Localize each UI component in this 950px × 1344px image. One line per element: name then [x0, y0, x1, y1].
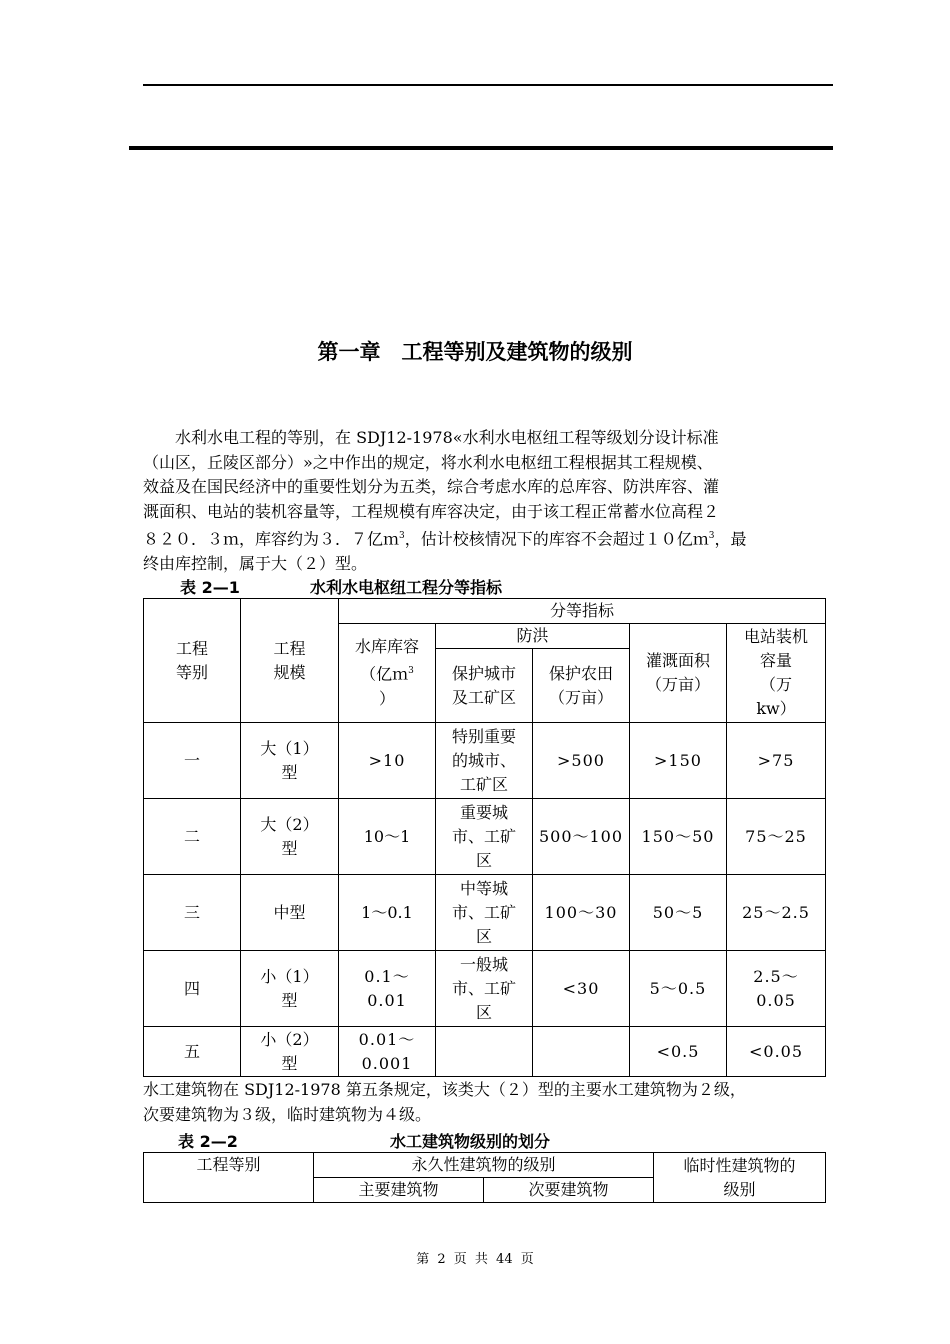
cell-storage: 0.01～ 0.001	[339, 1027, 436, 1077]
cell-irrigation: 5～0.5	[630, 951, 727, 1027]
t2-header-permanent: 永久性建筑物的级别	[314, 1153, 654, 1178]
header-indicators: 分等指标	[339, 599, 826, 624]
header-storage: 水库库容 （亿ｍ$^3$ ）	[339, 624, 436, 723]
cell-storage: 0.1～ 0.01	[339, 951, 436, 1027]
cell-storage: 1～0.1	[339, 875, 436, 951]
cell-power: 75～25	[727, 799, 826, 875]
cell-farm: 500～100	[533, 799, 630, 875]
chapter-title: 第一章 工程等别及建筑物的级别	[317, 340, 633, 364]
cell-scale: 大（1） 型	[241, 723, 339, 799]
paragraph-line: 水工建筑物在 SDJ12-1978 第五条规定，该类大（２）型的主要水工建筑物为２级，	[143, 1080, 746, 1099]
page-footer: 第 2 页 共 44 页	[416, 1252, 534, 1267]
paragraph-line: 水利水电工程的等别，在 SDJ12-1978«水利水电枢纽工程等级划分设计标准	[143, 428, 719, 447]
t2-header-secondary: 次要建筑物	[484, 1178, 654, 1203]
cell-power: >75	[727, 723, 826, 799]
header-flood-city: 保护城市 及工矿区	[436, 649, 533, 723]
table1-title: 水利水电枢纽工程分等指标	[310, 578, 503, 597]
table2-number: 表 2—2	[178, 1132, 238, 1151]
cell-power: <0.05	[727, 1027, 826, 1077]
cell-power: 25～2.5	[727, 875, 826, 951]
cell-scale: 小（1） 型	[241, 951, 339, 1027]
cell-storage: >10	[339, 723, 436, 799]
table2-title: 水工建筑物级别的划分	[390, 1132, 551, 1151]
table1-number: 表 2—1	[180, 578, 240, 597]
cell-irrigation: 150～50	[630, 799, 727, 875]
cell-farm: >500	[533, 723, 630, 799]
header-power: 电站装机 容量 （万 kw）	[727, 624, 826, 723]
cell-irrigation: >150	[630, 723, 727, 799]
paragraph-line: 终由库控制，属于大（２）型。	[143, 553, 368, 573]
header-flood-farm: 保护农田 （万亩）	[533, 649, 630, 723]
cell-storage: 10～1	[339, 799, 436, 875]
cell-power: 2.5～ 0.05	[727, 951, 826, 1027]
cell-city: 中等城 市、工矿 区	[436, 875, 533, 951]
header-rule-thick	[129, 146, 833, 150]
building-level-table	[143, 1152, 826, 1203]
cell-city: 一般城 市、工矿 区	[436, 951, 533, 1027]
table-row	[144, 875, 826, 951]
table-row	[144, 951, 826, 1027]
table-row	[144, 723, 826, 799]
paragraph-line: （山区，丘陵区部分）»之中作出的规定，将水利水电枢纽工程根据其工程规模、	[143, 452, 713, 472]
cell-farm: <30	[533, 951, 630, 1027]
building-paragraph	[143, 1078, 843, 1127]
cell-grade: 五	[144, 1027, 241, 1077]
cell-grade: 四	[144, 951, 241, 1027]
cell-farm: 100～30	[533, 875, 630, 951]
header-flood: 防洪	[436, 624, 630, 649]
t2-header-grade: 工程等别	[144, 1153, 314, 1203]
header-rule-thin	[143, 84, 833, 86]
header-scale: 工程 规模	[241, 599, 339, 723]
paragraph-line: ８２０．３ｍ，库容约为３．７亿ｍ$^3$，估计校核情况下的库容不会超过１０亿ｍ$^3$，最	[143, 529, 747, 549]
t2-header-main: 主要建筑物	[314, 1178, 484, 1203]
cell-grade: 三	[144, 875, 241, 951]
header-grade: 工程 等别	[144, 599, 241, 723]
paragraph-line: 次要建筑物为３级，临时建筑物为４级。	[143, 1104, 432, 1124]
paragraph-line: 溉面积、电站的装机容量等，工程规模有库容决定，由于该工程正常蓄水位高程２	[143, 501, 720, 521]
cell-farm	[533, 1027, 630, 1077]
cell-city	[436, 1027, 533, 1077]
cell-scale: 中型	[241, 875, 339, 951]
cell-grade: 二	[144, 799, 241, 875]
cell-grade: 一	[144, 723, 241, 799]
cell-scale: 小（2） 型	[241, 1027, 339, 1077]
t2-header-temporary: 临时性建筑物的 级别	[654, 1153, 826, 1203]
cell-irrigation: <0.5	[630, 1027, 727, 1077]
cell-city: 重要城 市、工矿 区	[436, 799, 533, 875]
header-irrigation: 灌溉面积 （万亩）	[630, 624, 727, 723]
paragraph-line: 效益及在国民经济中的重要性划分为五类，综合考虑水库的总库容、防洪库容、灌	[143, 477, 720, 496]
cell-scale: 大（2） 型	[241, 799, 339, 875]
cell-irrigation: 50～5	[630, 875, 727, 951]
table-row	[144, 799, 826, 875]
intro-paragraph	[143, 426, 843, 576]
grading-table	[143, 598, 826, 1077]
cell-city: 特别重要 的城市、 工矿区	[436, 723, 533, 799]
table-row	[144, 1027, 826, 1077]
